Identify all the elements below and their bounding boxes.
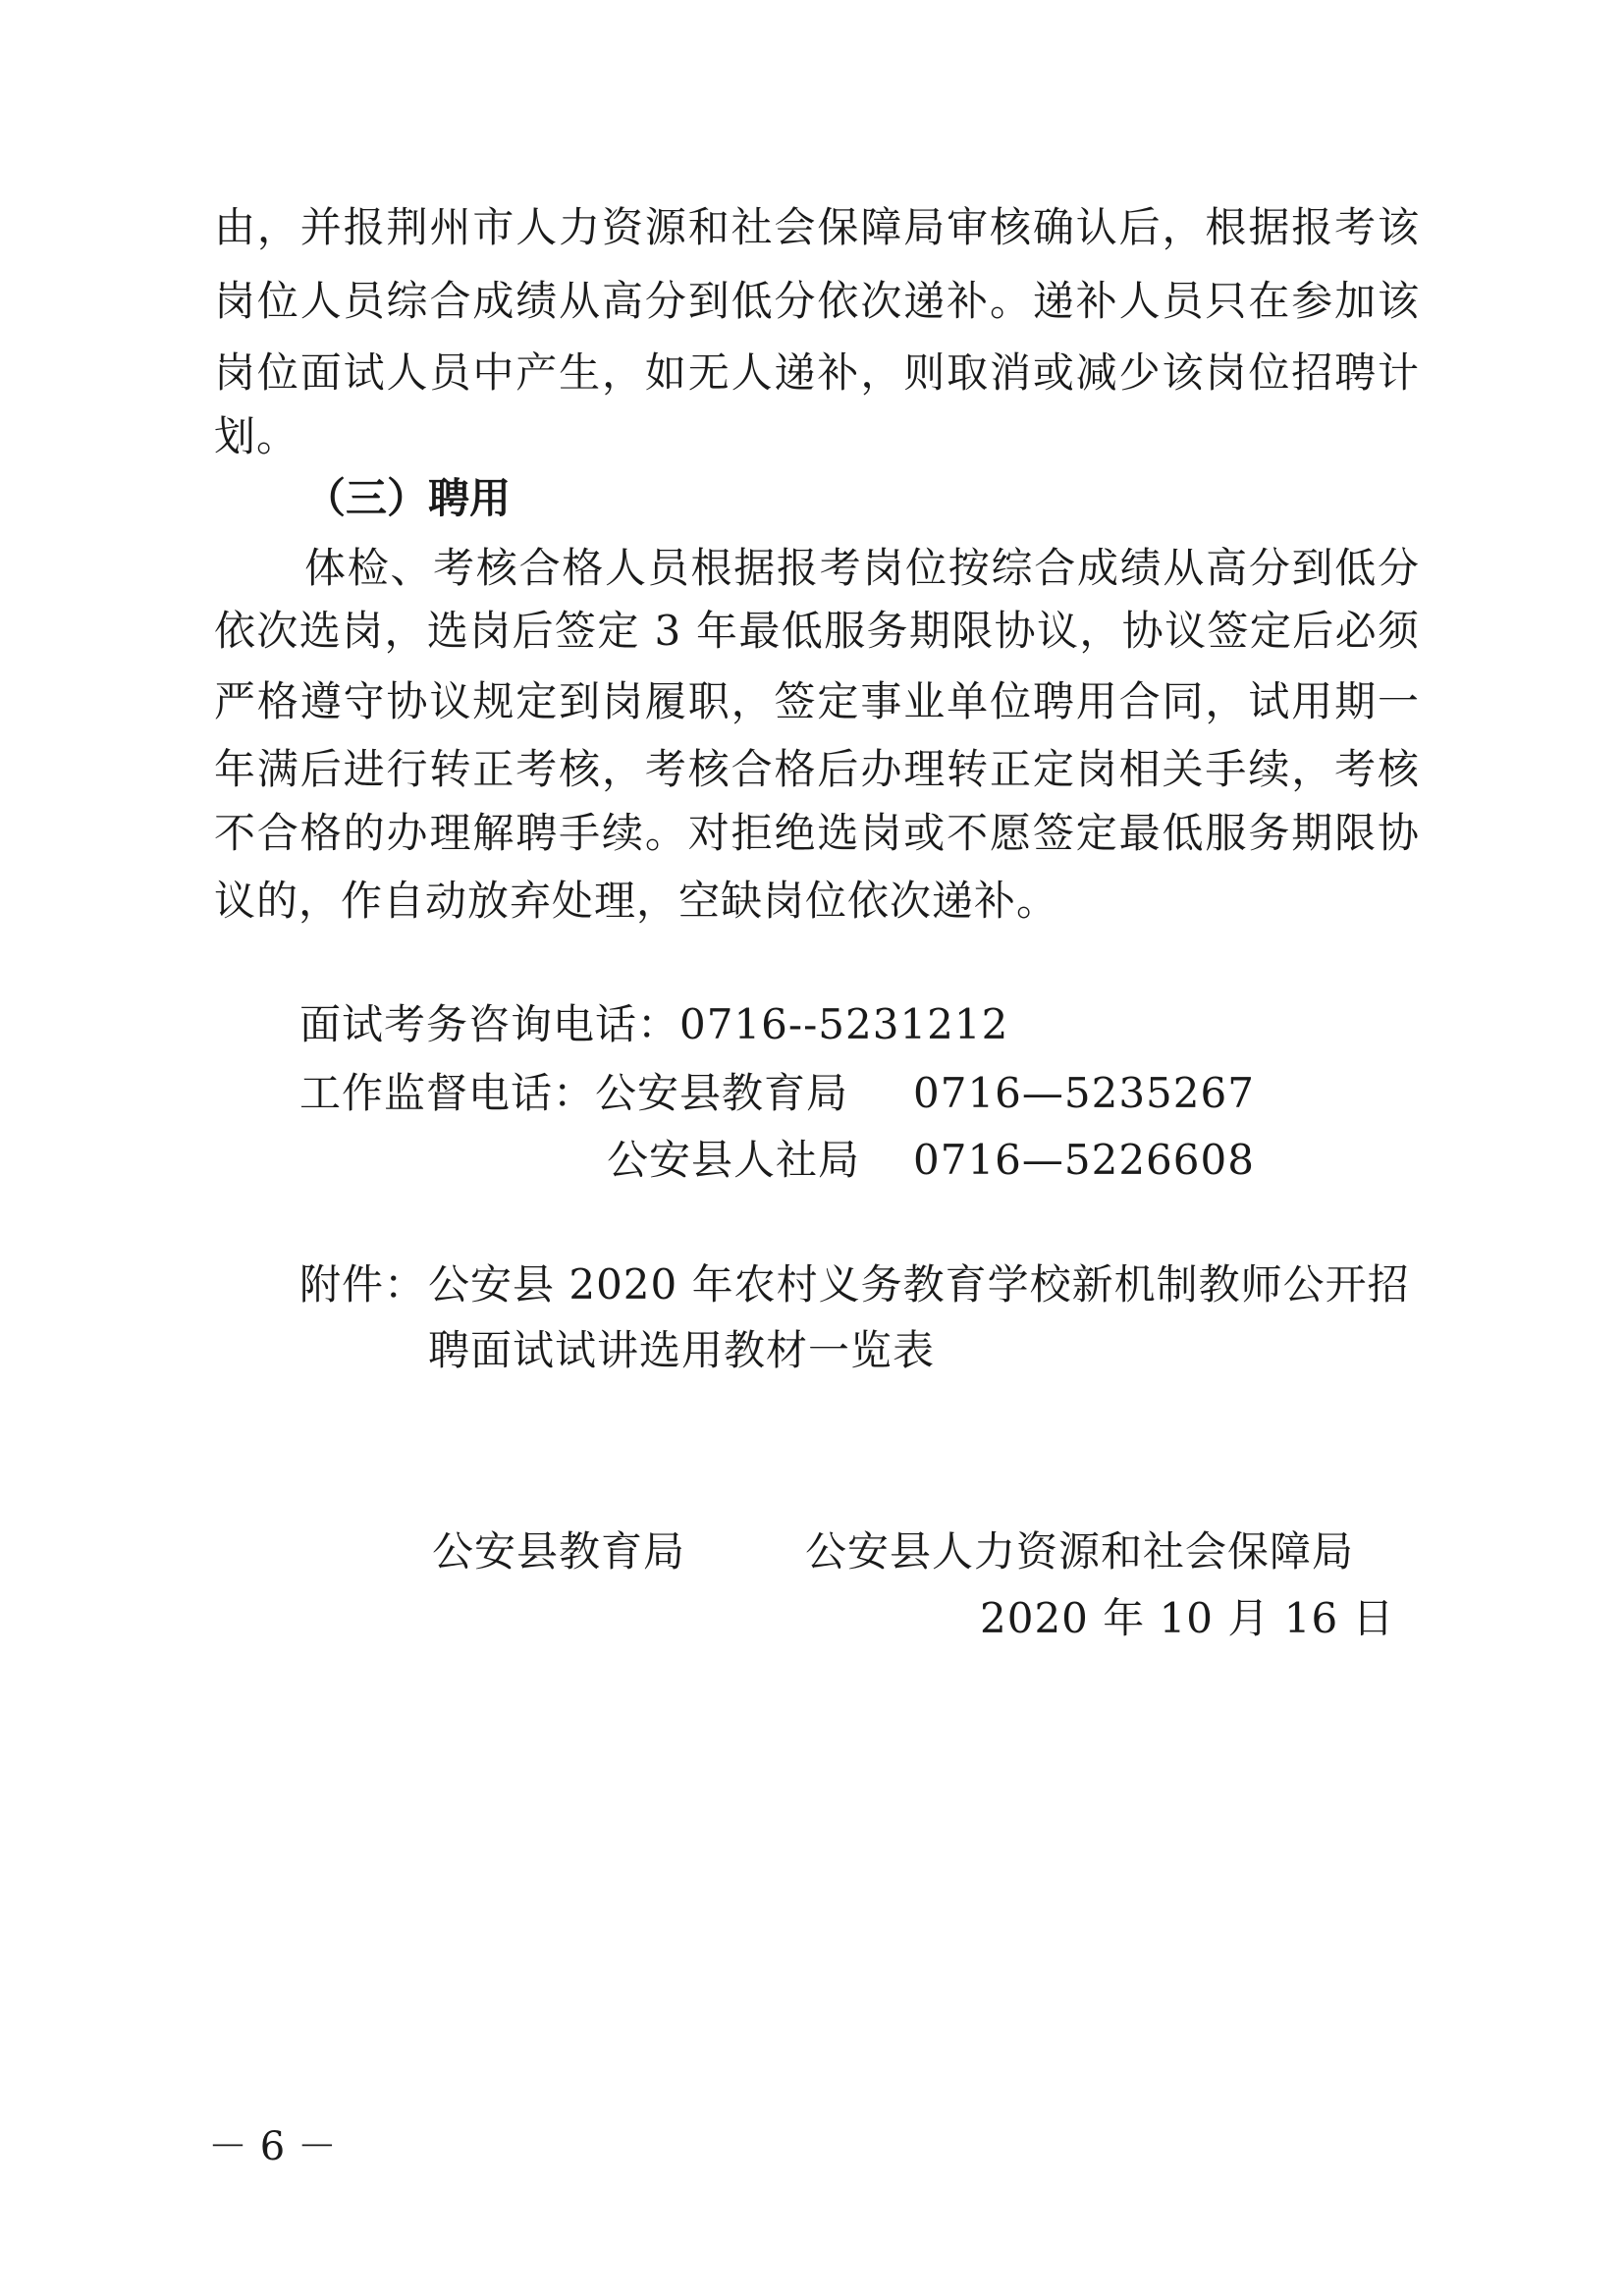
signature-org-2: 公安县人力资源和社会保障局 [805,1527,1355,1575]
paragraph-line: 由，并报荆州市人力资源和社会保障局审核确认后，根据报考该 [214,203,1420,251]
interview-phone: 0716--5231212 [679,1000,1009,1048]
paragraph-line: 岗位面试人员中产生，如无人递补，则取消或减少该岗位招聘计 [214,348,1420,397]
page-number: － 6 － [208,2124,337,2169]
signature-org-1: 公安县教育局 [432,1527,686,1575]
signature-date: 2020 年 10 月 16 日 [980,1594,1395,1642]
supervision-label: 工作监督电话： [299,1069,596,1117]
section-line: 议的，作自动放弃处理，空缺岗位依次递补。 [214,877,1059,925]
interview-label: 面试考务咨询电话： [299,1000,680,1048]
attachment-title-line: 公安县 2020 年农村义务教育学校新机制教师公开招 [428,1260,1410,1308]
section-line: 体检、考核合格人员根据报考岗位按综合成绩从高分到低分 [304,544,1420,592]
supervision-phone-1: 0716—5235267 [913,1069,1255,1117]
section-line: 年满后进行转正考核，考核合格后办理转正定岗相关手续，考核 [214,745,1420,793]
paragraph-line: 岗位人员综合成绩从高分到低分依次递补。递补人员只在参加该 [214,277,1420,325]
attachment-label: 附件： [299,1260,427,1308]
supervision-phone-2: 0716—5226608 [913,1136,1255,1184]
section-heading: （三）聘用 [304,474,512,522]
section-line: 依次选岗，选岗后签定 3 年最低服务期限协议，协议签定后必须 [214,607,1420,655]
supervision-contact-row-1 [299,1068,848,1119]
attachment-title-line: 聘面试试讲选用教材一览表 [428,1326,936,1374]
interview-contact-row [299,999,1008,1050]
paragraph-line: 划。 [214,412,299,460]
supervision-org-2: 公安县人社局 [607,1136,861,1184]
section-line: 不合格的办理解聘手续。对拒绝选岗或不愿签定最低服务期限协 [214,809,1420,857]
section-line: 严格遵守协议规定到岗履职，签定事业单位聘用合同，试用期一 [214,677,1420,725]
supervision-org-1: 公安县教育局 [595,1069,849,1117]
